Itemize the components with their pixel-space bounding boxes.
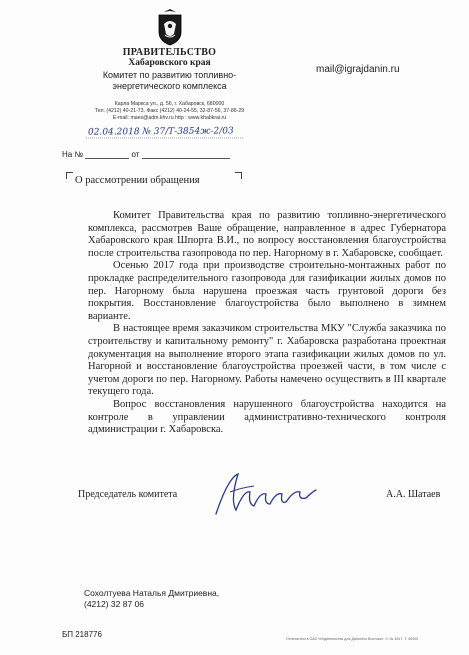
signatory-position: Председатель комитета bbox=[78, 489, 178, 500]
coat-of-arms-icon bbox=[156, 8, 184, 46]
executor-name: Сохолтуева Наталья Дмитриевна, bbox=[84, 588, 220, 598]
subject-line: О рассмотрении обращения bbox=[75, 175, 200, 186]
from-label: от bbox=[131, 150, 140, 159]
subject-corner-right bbox=[235, 172, 242, 179]
on-number-label: На № bbox=[62, 150, 84, 159]
recipient-email: mail@igrajdanin.ru bbox=[316, 64, 400, 75]
email-web-line: E-mail: maes@adm.khv.ru http : www.khabkrai.ru bbox=[112, 115, 227, 121]
letter-body bbox=[88, 210, 446, 437]
handwritten-registration: 02.04.2018 № 37/Т-3854ж-2/03 bbox=[87, 126, 234, 138]
form-serial: БП 218776 bbox=[62, 630, 102, 639]
body-paragraph: Вопрос восстановления нарушенного благоустройства находится на контроле в управлении административно-технического контроля администрации г. Хабаровска. bbox=[88, 398, 446, 436]
address-line: Карла Маркса ул., д. 56, г. Хабаровск, 680000 bbox=[114, 101, 225, 107]
government-title: ПРАВИТЕЛЬСТВО bbox=[122, 47, 217, 58]
number-blank bbox=[85, 158, 129, 159]
handwritten-signature bbox=[210, 470, 320, 520]
body-paragraph: Осенью 2017 года при производстве строительно-монтажных работ по прокладке распределительного газопровода для газификации жилых домов по пер. Нагорному была нарушена проезжая часть грунтовой дороги без покрытия. Восстановление благоустройства было выполнено в зимнем варианте. bbox=[88, 260, 446, 322]
signatory-name: А.А. Шатаев bbox=[386, 489, 441, 500]
reference-row bbox=[62, 150, 230, 159]
body-paragraph: Комитет Правительства края по развитию топливно-энергетического комплекса, рассмотрев Ваше обращение, направленное в адрес Губернатора Хабаровского края Шпорта В.И., по вопросу восстановления благоустройства после строительства газопровода по пер. Нагорному в г. Хабаровске, сообщает. bbox=[88, 210, 446, 259]
date-blank bbox=[142, 158, 230, 159]
region-title: Хабаровского края bbox=[128, 58, 211, 68]
phone-line: Тел. (4212) 40-21-73. Факс (4212) 40-24-55, 32-87-56, 37-86-29 bbox=[94, 108, 245, 114]
committee-title: Комитет по развитию топливно-энергетического комплекса bbox=[102, 70, 237, 91]
subject-corner-left bbox=[66, 172, 73, 179]
printer-note: Отпечатано в ОАО «Издательство для Дальнего Востока». З. № 4617. Т. 50000 bbox=[286, 637, 419, 641]
registration-underline bbox=[86, 126, 246, 140]
body-paragraph: В настоящее время заказчиком строительства МКУ "Служба заказчика по строительству и капитальному ремонту" г. Хабаровска разработана проектная документация на выполнение второго этапа газификации жилых домов по ул. Нагорной и восстановление благоустройства проезжей части, в том числе с учетом дороги по пер. Нагорному. Работы намечено осуществить в III квартале текущего года. bbox=[88, 323, 446, 398]
executor-phone: (4212) 32 87 06 bbox=[84, 599, 145, 609]
